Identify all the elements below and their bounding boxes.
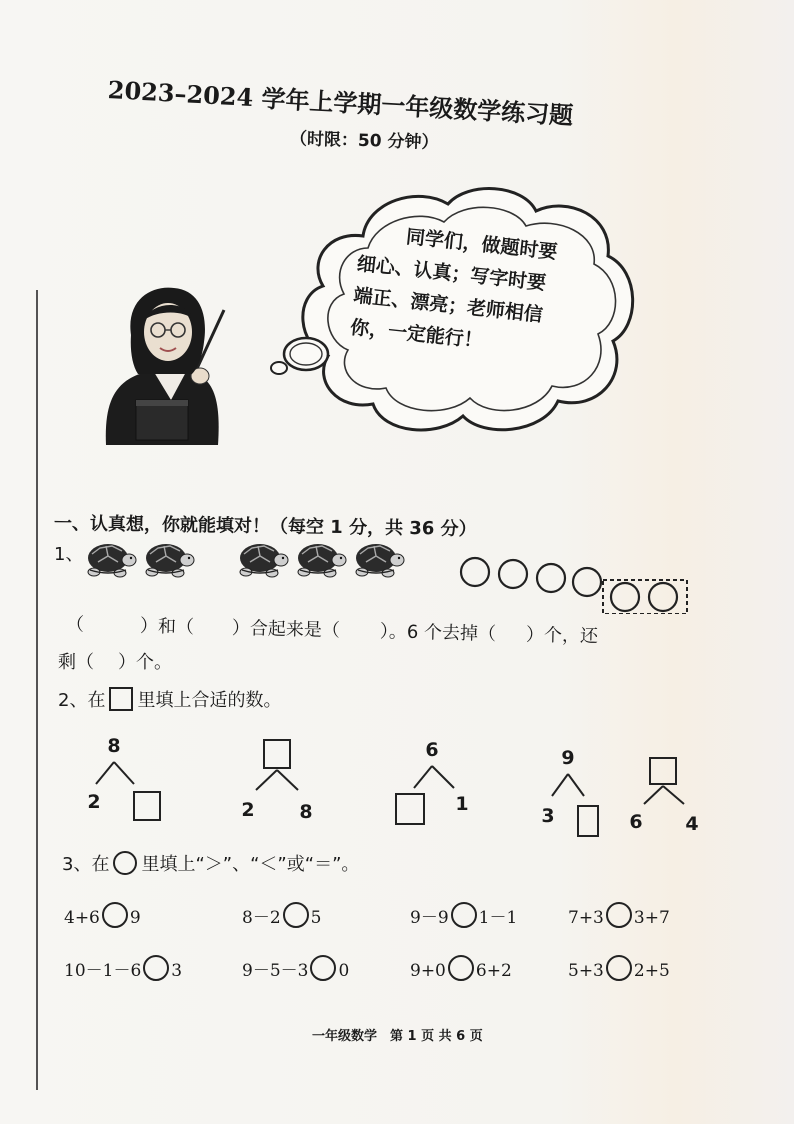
comparison-item [410, 955, 512, 981]
answer-box[interactable] [578, 806, 598, 836]
bond-right: 1 [455, 793, 469, 815]
bond-right: 8 [299, 801, 313, 823]
answer-box[interactable] [650, 758, 676, 784]
q1-text: ）个。 [118, 652, 172, 673]
cmp-left: 8－2 [242, 908, 281, 928]
cmp-right: 5 [310, 908, 322, 928]
answer-box[interactable] [396, 794, 424, 824]
cmp-left: 10－1－6 [64, 961, 142, 981]
compare-circle[interactable] [310, 955, 336, 981]
q1-text: ）合起来是（ [231, 617, 341, 642]
bond-left: 2 [87, 791, 101, 813]
cmp-left: 7+3 [568, 908, 604, 928]
encouragement-text [349, 216, 591, 367]
answer-box[interactable] [264, 740, 290, 768]
q2-heading [58, 686, 281, 712]
q1-text: （ [65, 614, 85, 636]
cmp-right: 1－1 [478, 908, 518, 928]
q1-text: ）。6 个去掉（ [379, 621, 497, 645]
answer-blank[interactable] [194, 633, 232, 634]
margin-rule [36, 290, 38, 1090]
cmp-right: 0 [338, 961, 350, 981]
q1-text: ）和（ [139, 615, 195, 638]
compare-circle[interactable] [448, 955, 474, 981]
cmp-left: 9+0 [410, 961, 446, 981]
cmp-left: 5+3 [568, 961, 604, 981]
compare-circle[interactable] [606, 955, 632, 981]
q1-text: ）个，还 [525, 624, 599, 648]
number-bond [396, 739, 469, 824]
bubble-line: 你，一定能行！ [349, 316, 484, 353]
cmp-left: 4+6 [64, 908, 100, 928]
q3-heading [62, 850, 359, 876]
cmp-right: 2+5 [633, 961, 670, 981]
circle-group [455, 554, 695, 614]
cmp-right: 6+2 [475, 961, 512, 981]
cmp-right: 9 [129, 908, 141, 928]
q1-sentence [58, 648, 172, 674]
comparison-item [410, 902, 517, 928]
question-number: 1、 [54, 544, 84, 565]
circle-icon [113, 851, 137, 875]
bond-left: 2 [241, 799, 255, 821]
answer-blank[interactable] [84, 630, 140, 631]
bubble-line: 细心、认真；写字时要 [355, 252, 548, 295]
compare-circle[interactable] [283, 902, 309, 928]
bond-left: 6 [629, 811, 643, 833]
compare-circle[interactable] [606, 902, 632, 928]
number-bond [629, 758, 698, 835]
comparison-item [568, 955, 670, 981]
cmp-right: 3+7 [633, 908, 670, 928]
comparison-item [568, 902, 670, 928]
compare-circle[interactable] [102, 902, 128, 928]
teacher-illustration-icon [96, 280, 246, 450]
bond-top: 6 [425, 739, 439, 761]
compare-circle[interactable] [451, 902, 477, 928]
bubble-line: 端正、漂亮；老师相信 [352, 284, 544, 327]
bubble-line: 同学们，做题时要 [404, 225, 559, 264]
number-bond [541, 747, 598, 836]
q1-text: 剩（ [58, 652, 94, 673]
cmp-left: 9－9 [410, 908, 449, 928]
answer-blank[interactable] [340, 636, 380, 637]
square-icon [109, 687, 133, 711]
q3-text: 里填上“＞”、“＜”或“＝”。 [141, 854, 360, 875]
comparison-item [242, 955, 349, 981]
time-limit: （时限：50 分钟） [289, 129, 439, 153]
compare-circle[interactable] [143, 955, 169, 981]
answer-box[interactable] [134, 792, 160, 820]
number-bond [241, 740, 312, 823]
section-heading: 一、认真想，你就能填对！（每空 1 分，共 36 分） [53, 513, 477, 540]
bond-top: 8 [107, 735, 121, 757]
comparison-item [64, 955, 182, 981]
comparison-item [242, 902, 321, 928]
number-bond-trees [70, 730, 720, 850]
cmp-left: 9－5－3 [242, 961, 309, 981]
comparison-item [64, 902, 141, 928]
bond-left: 3 [541, 805, 555, 827]
number-bond [87, 735, 160, 820]
turtle-group [82, 536, 422, 582]
q2-text: 2、在 [58, 690, 106, 711]
page-footer: 一年级数学 第 1 页 共 6 页 [312, 1029, 483, 1044]
bond-top: 9 [561, 747, 575, 769]
cmp-right: 3 [171, 961, 183, 981]
q3-text: 3、在 [62, 854, 110, 875]
bond-right: 4 [685, 813, 699, 835]
q2-text: 里填上合适的数。 [137, 690, 282, 711]
answer-blank[interactable] [496, 640, 526, 641]
exam-title: 2023–2024 学年上学期一年级数学练习题 [107, 75, 574, 130]
